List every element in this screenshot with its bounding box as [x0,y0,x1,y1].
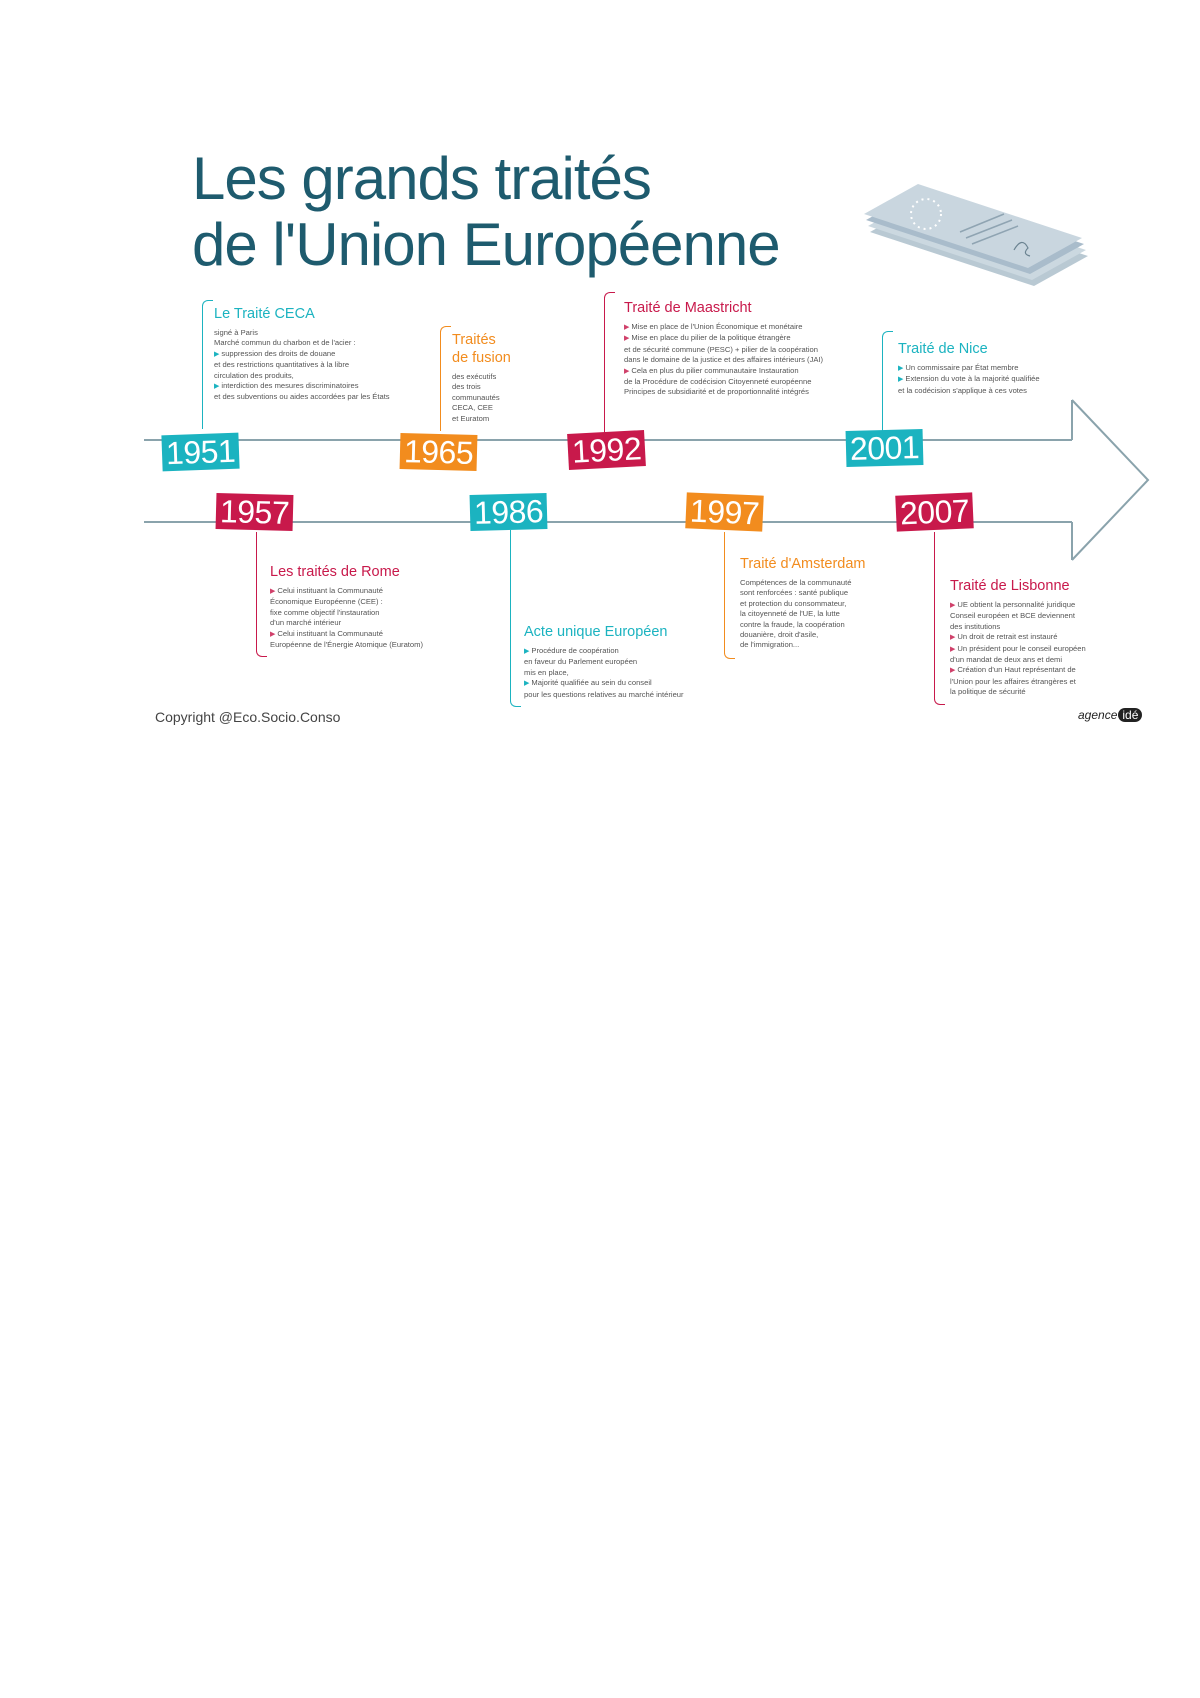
card-fusion [452,332,511,424]
card-line-text: Celui instituant la Communauté [277,628,383,638]
card-line-text: interdiction des mesures discriminatoires [221,381,359,391]
triangle-bullet-icon: ▶ [214,383,220,391]
card-line: signé à Paris [214,328,258,337]
nice-connector [882,331,893,432]
triangle-bullet-icon: ▶ [950,645,956,653]
year-1965: 1965 [400,433,478,471]
triangle-bullet-icon: ▶ [950,634,956,642]
maastricht-connector [604,292,615,433]
card-line-text: Création d'un Haut représentant de [957,665,1076,675]
card-line: des institutions [950,621,1001,631]
card-amsterdam [740,556,866,651]
triangle-bullet-icon: ▶ [214,350,220,358]
card-rome-title: Les traités de Rome [270,564,400,580]
card-line: et protection du consommateur, [740,598,847,608]
card-line: Économique Européenne (CEE) : [270,597,383,607]
card-maastricht-body [624,322,823,398]
acte-connector [510,530,521,707]
card-line-text: suppression des droits de douane [221,348,336,358]
card-line [624,322,823,333]
card-line: contre la fraude, la coopération [740,619,845,629]
triangle-bullet-icon: ▶ [524,680,530,688]
card-line-text: Mise en place du pilier de la politique étrangère [631,333,791,343]
card-line: et de sécurité commune (PESC) + pilier de la coopération [624,344,818,354]
triangle-bullet-icon: ▶ [624,335,630,343]
card-line [898,363,1040,374]
agency-logo [1078,708,1142,722]
card-maastricht [624,300,823,398]
card-amsterdam-body [740,578,866,651]
year-1957: 1957 [216,493,294,531]
card-nice [898,341,1040,396]
card-line: et Euratom [452,413,490,423]
card-line: CECA, CEE [452,403,493,413]
card-line: et la codécision s'applique à ces votes [898,385,1027,395]
lisbonne-connector [934,532,945,705]
card-line-text: Majorité qualifiée au sein du conseil [531,678,652,688]
card-line: l'Union pour les affaires étrangères et [950,676,1076,686]
card-maastricht-title: Traité de Maastricht [624,300,752,316]
card-line: la citoyenneté de l'UE, la lutte [740,609,840,619]
fusion-connector [440,326,451,431]
card-line: d'un mandat de deux ans et demi [950,655,1063,665]
card-fusion-title-2: de fusion [452,350,511,366]
rome-connector [256,532,267,657]
card-ceca-body [214,328,390,403]
card-lisbonne [950,578,1086,698]
card-line: circulation des produits, [214,370,294,380]
card-line: et des restrictions quantitatives à la libre [214,360,350,370]
card-line: la politique de sécurité [950,687,1026,697]
card-nice-title: Traité de Nice [898,341,988,357]
year-1997: 1997 [685,492,764,531]
card-line: Marché commun du charbon et de l'acier : [214,338,356,348]
logo-text: agence [1078,708,1118,722]
triangle-bullet-icon: ▶ [270,588,276,595]
year-1951: 1951 [161,433,239,472]
card-rome-body [270,586,423,650]
card-line: douanière, droit d'asile, [740,630,819,640]
card-line: communautés [452,392,500,402]
card-line [950,600,1086,611]
card-line: Compétences de la communauté [740,578,852,587]
card-line: en faveur du Parlement européen [524,657,638,667]
card-line-text: Procédure de coopération [531,646,619,655]
card-line [270,586,423,597]
card-line-text: UE obtient la personnalité juridique [957,600,1076,609]
card-line: Principes de subsidiarité et de proportionnalité intégrés [624,387,809,397]
card-rome [270,564,423,650]
card-line [524,646,684,657]
year-2001: 2001 [846,429,924,467]
card-acte-title: Acte unique Européen [524,624,668,640]
card-line [950,665,1086,676]
title-line-2: de l'Union Européenne [192,211,780,278]
card-line-text: Celui instituant la Communauté [277,586,383,595]
amsterdam-connector [724,532,735,659]
card-line: pour les questions relatives au marché intérieur [524,689,684,699]
triangle-bullet-icon: ▶ [950,667,956,675]
card-line [270,629,423,640]
triangle-bullet-icon: ▶ [898,376,904,384]
card-line [898,374,1040,385]
card-line-text: Mise en place de l'Union Économique et monétaire [631,322,803,331]
card-line: de la Procédure de codécision Citoyenneté européenne [624,377,812,387]
triangle-bullet-icon: ▶ [270,630,276,638]
card-line: des exécutifs [452,372,497,381]
triangle-bullet-icon: ▶ [624,367,630,375]
card-line: et des subventions ou aides accordées par les États [214,392,390,402]
card-fusion-title-1: Traités [452,332,496,348]
card-line [624,366,823,377]
card-line [524,678,684,689]
card-lisbonne-body [950,600,1086,698]
triangle-bullet-icon: ▶ [950,602,956,609]
card-line-text: Un président pour le conseil européen [957,643,1086,653]
card-line: mis en place, [524,667,569,677]
card-line: de l'immigration... [740,640,800,650]
card-line: d'un marché intérieur [270,618,342,628]
card-line: Européenne de l'Énergie Atomique (Euratom) [270,640,423,650]
card-nice-body [898,363,1040,396]
card-line: dans le domaine de la justice et des affaires intérieurs (JAI) [624,355,824,365]
card-acte [524,624,684,700]
card-line [214,381,390,392]
logo-mark: idé [1118,708,1142,722]
card-line [950,644,1086,655]
copyright-text: Copyright @Eco.Socio.Conso [155,709,341,725]
card-line: Conseil européen et BCE deviennent [950,611,1075,621]
triangle-bullet-icon: ▶ [898,365,904,372]
ceca-connector [202,300,213,429]
card-line-text: Cela en plus du pilier communautaire Instauration [631,365,799,375]
card-line-text: Un commissaire par État membre [905,363,1019,372]
card-lisbonne-title: Traité de Lisbonne [950,578,1070,594]
triangle-bullet-icon: ▶ [624,324,630,331]
card-acte-body [524,646,684,700]
card-ceca-title: Le Traité CECA [214,306,315,322]
card-line: sont renforcées : santé publique [740,588,849,598]
year-2007: 2007 [895,492,974,531]
triangle-bullet-icon: ▶ [524,648,530,655]
year-1986: 1986 [470,493,548,531]
card-line: des trois [452,382,481,392]
card-line-text: Un droit de retrait est instauré [957,632,1058,642]
card-line [624,333,823,344]
card-line: fixe comme objectif l'instauration [270,607,380,617]
card-line [214,349,390,360]
card-fusion-body [452,372,511,424]
card-ceca [214,306,390,403]
card-line-text: Extension du vote à la majorité qualifiée [905,374,1040,384]
card-line [950,632,1086,643]
title-line-1: Les grands traités [192,145,651,212]
year-1992: 1992 [567,430,646,470]
card-amsterdam-title: Traité d'Amsterdam [740,556,866,572]
